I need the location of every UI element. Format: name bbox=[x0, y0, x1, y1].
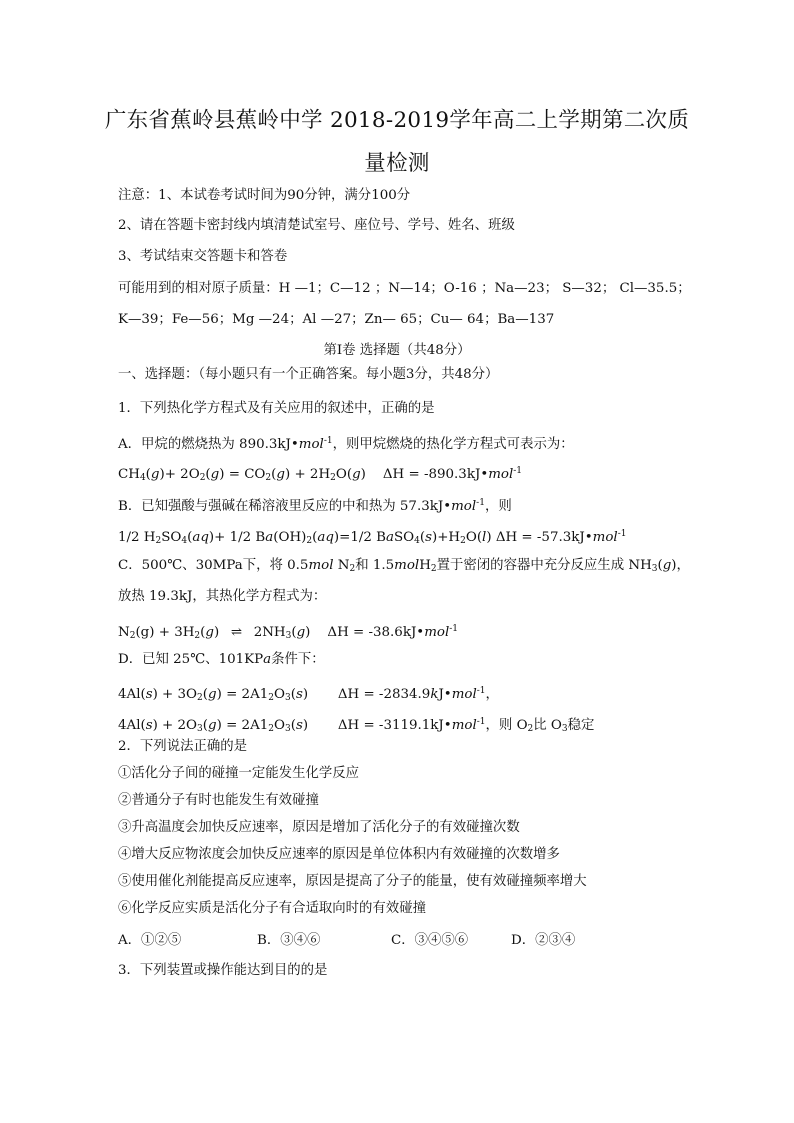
unit: mol bbox=[451, 718, 477, 733]
q1-c-text-3: 和 1.5 bbox=[355, 558, 395, 573]
exponent: -1 bbox=[323, 436, 333, 446]
exponent: -1 bbox=[476, 686, 486, 696]
q2-statement-3: ③升高温度会加快反应速率，原因是增加了活化分子的有效碰撞次数 bbox=[118, 820, 520, 835]
q2-choice-a: A．①②⑤ bbox=[118, 933, 182, 948]
q2-statement-1: ①活化分子间的碰撞一定能发生化学反应 bbox=[118, 766, 360, 781]
q1-option-c: C．500℃、30MPa下，将 0.5mol $N_2$和 1.5molH$_2$置于密闭的容器中充分反应生成 $NH_3(g)$， bbox=[118, 558, 690, 574]
note-2: 2、请在答题卡密封线内填清楚试室号、座位号、学号、姓名、班级 bbox=[118, 218, 515, 233]
note-3: 3、考试结束交答题卡和答卷 bbox=[118, 249, 288, 264]
q2-statement-6: ⑥化学反应实质是活化分子有合适取向时的有效碰撞 bbox=[118, 901, 426, 916]
q2-statement-4: ④增大反应物浓度会加快反应速率的原因是单位体积内有效碰撞的次数增多 bbox=[118, 847, 560, 862]
exponent: -1 bbox=[449, 624, 459, 634]
q1-c-equation: $N_2(g) + 3H_2(g)$ ⇌ $2NH_3(g)$ ΔH = -38.6kJ•mol$^{-1}$ bbox=[118, 624, 459, 641]
q1-d-text: D．已知 25℃、101KP bbox=[118, 652, 264, 667]
q1-a-text: A．甲烷的燃烧热为 890.3kJ• bbox=[118, 437, 299, 452]
note-1: 注意：1、本试卷考试时间为90分钟，满分100分 bbox=[118, 188, 411, 203]
exponent: -1 bbox=[476, 498, 485, 508]
q1-d-text-4: 比 O bbox=[533, 718, 562, 733]
question-1-stem: 1．下列热化学方程式及有关应用的叙述中，正确的是 bbox=[118, 401, 435, 416]
unit: mol bbox=[308, 558, 334, 573]
unit: mol bbox=[298, 437, 324, 452]
atomic-masses-line-1: 可能用到的相对原子质量：H —1；C—12 ；N—14；O-16 ；Na—23； S—32； Cl—35.5； bbox=[118, 281, 691, 296]
page-title: 广东省蕉岭县蕉岭中学 2018-2019学年高二上学期第二次质 bbox=[104, 108, 690, 133]
exponent: -1 bbox=[617, 529, 627, 539]
q1-c-text-4: H bbox=[419, 558, 431, 573]
unit: mol bbox=[592, 530, 618, 545]
exponent: -1 bbox=[476, 717, 486, 727]
reversible-arrow-icon: ⇌ bbox=[230, 625, 243, 640]
q2-choice-d: D．②③④ bbox=[511, 933, 576, 948]
q1-option-d: D．已知 25℃、101KPa条件下： bbox=[118, 652, 325, 667]
question-2-stem: 2．下列说法正确的是 bbox=[118, 739, 248, 754]
q1-d-text-5: 稳定 bbox=[567, 718, 595, 733]
q1-a-text-2: ，则甲烷燃烧的热化学方程式可表示为： bbox=[332, 437, 574, 452]
q2-statement-2: ②普通分子有时也能发生有效碰撞 bbox=[118, 793, 319, 808]
unit: mol bbox=[451, 499, 477, 514]
q1-d-equation-1: $4Al(s) + 3O_2(g) = 2A1_2O_3(s)$ ΔH = -2834.9kJ•mol$^{-1}$， bbox=[118, 686, 499, 703]
volume-heading: 第Ⅰ卷 选择题（共48分） bbox=[323, 343, 471, 358]
q1-c-text: C．500℃、30MPa下，将 0.5 bbox=[118, 558, 309, 573]
q2-choice-c: C．③④⑤⑥ bbox=[391, 933, 469, 948]
unit: mol bbox=[451, 687, 477, 702]
q1-d-text-2: 条件下： bbox=[271, 652, 325, 667]
q2-choice-b: B．③④⑥ bbox=[257, 933, 321, 948]
section-heading: 一、选择题：（每小题只有一个正确答案。每小题3分，共48分） bbox=[118, 367, 499, 382]
q1-c-text-line-2: 放热 19.3kJ，其热化学方程式为： bbox=[118, 589, 327, 604]
question-3-stem: 3．下列装置或操作能达到目的的是 bbox=[118, 963, 328, 978]
page-title-continued: 量检测 bbox=[364, 151, 430, 176]
q1-c-text-2: N bbox=[333, 558, 350, 573]
unit: mol bbox=[424, 625, 450, 640]
q1-b-text-2: ，则 bbox=[484, 499, 512, 514]
q1-d-text-3: ，则 O bbox=[485, 718, 528, 733]
q1-option-a bbox=[118, 432, 574, 454]
q1-b-text: B．已知强酸与强碱在稀溶液里反应的中和热为 57.3kJ• bbox=[118, 499, 452, 514]
unit: mol bbox=[394, 558, 420, 573]
atomic-masses-line-2: K—39；Fe—56；Mg —24；Al —27；Zn— 65；Cu— 64；Ba—137 bbox=[118, 312, 555, 327]
exponent: -1 bbox=[513, 466, 523, 476]
q1-b-equation: 1/2 $H_2SO_4(aq)+ 1/2$ $Ba(OH)_2(aq)=1/2$ $BaSO_4(s)+H_2O(l) \Delta H$ = -57.3kJ•mol$^{-1}$ bbox=[118, 529, 627, 546]
q1-a-equation: $CH_4(g)+ 2O_2(g) = CO_2(g) + 2H_2O(g)$ ΔH = -890.3kJ•mol$^{-1}$ bbox=[118, 466, 523, 483]
q2-statement-5: ⑤使用催化剂能提高反应速率，原因是提高了分子的能量，使有效碰撞频率增大 bbox=[118, 874, 587, 889]
q1-c-text-5: 置于密闭的容器中充分反应生成 NH bbox=[436, 558, 652, 573]
unit: mol bbox=[488, 467, 514, 482]
q1-d-equation-2: $4Al(s) + 2O_3(g) = 2A1_2O_3(s)$ ΔH = -3119.1kJ•mol$^{-1}$，则 $O_2$比 $O_3$稳定 bbox=[118, 717, 595, 734]
q1-option-b bbox=[118, 494, 512, 516]
